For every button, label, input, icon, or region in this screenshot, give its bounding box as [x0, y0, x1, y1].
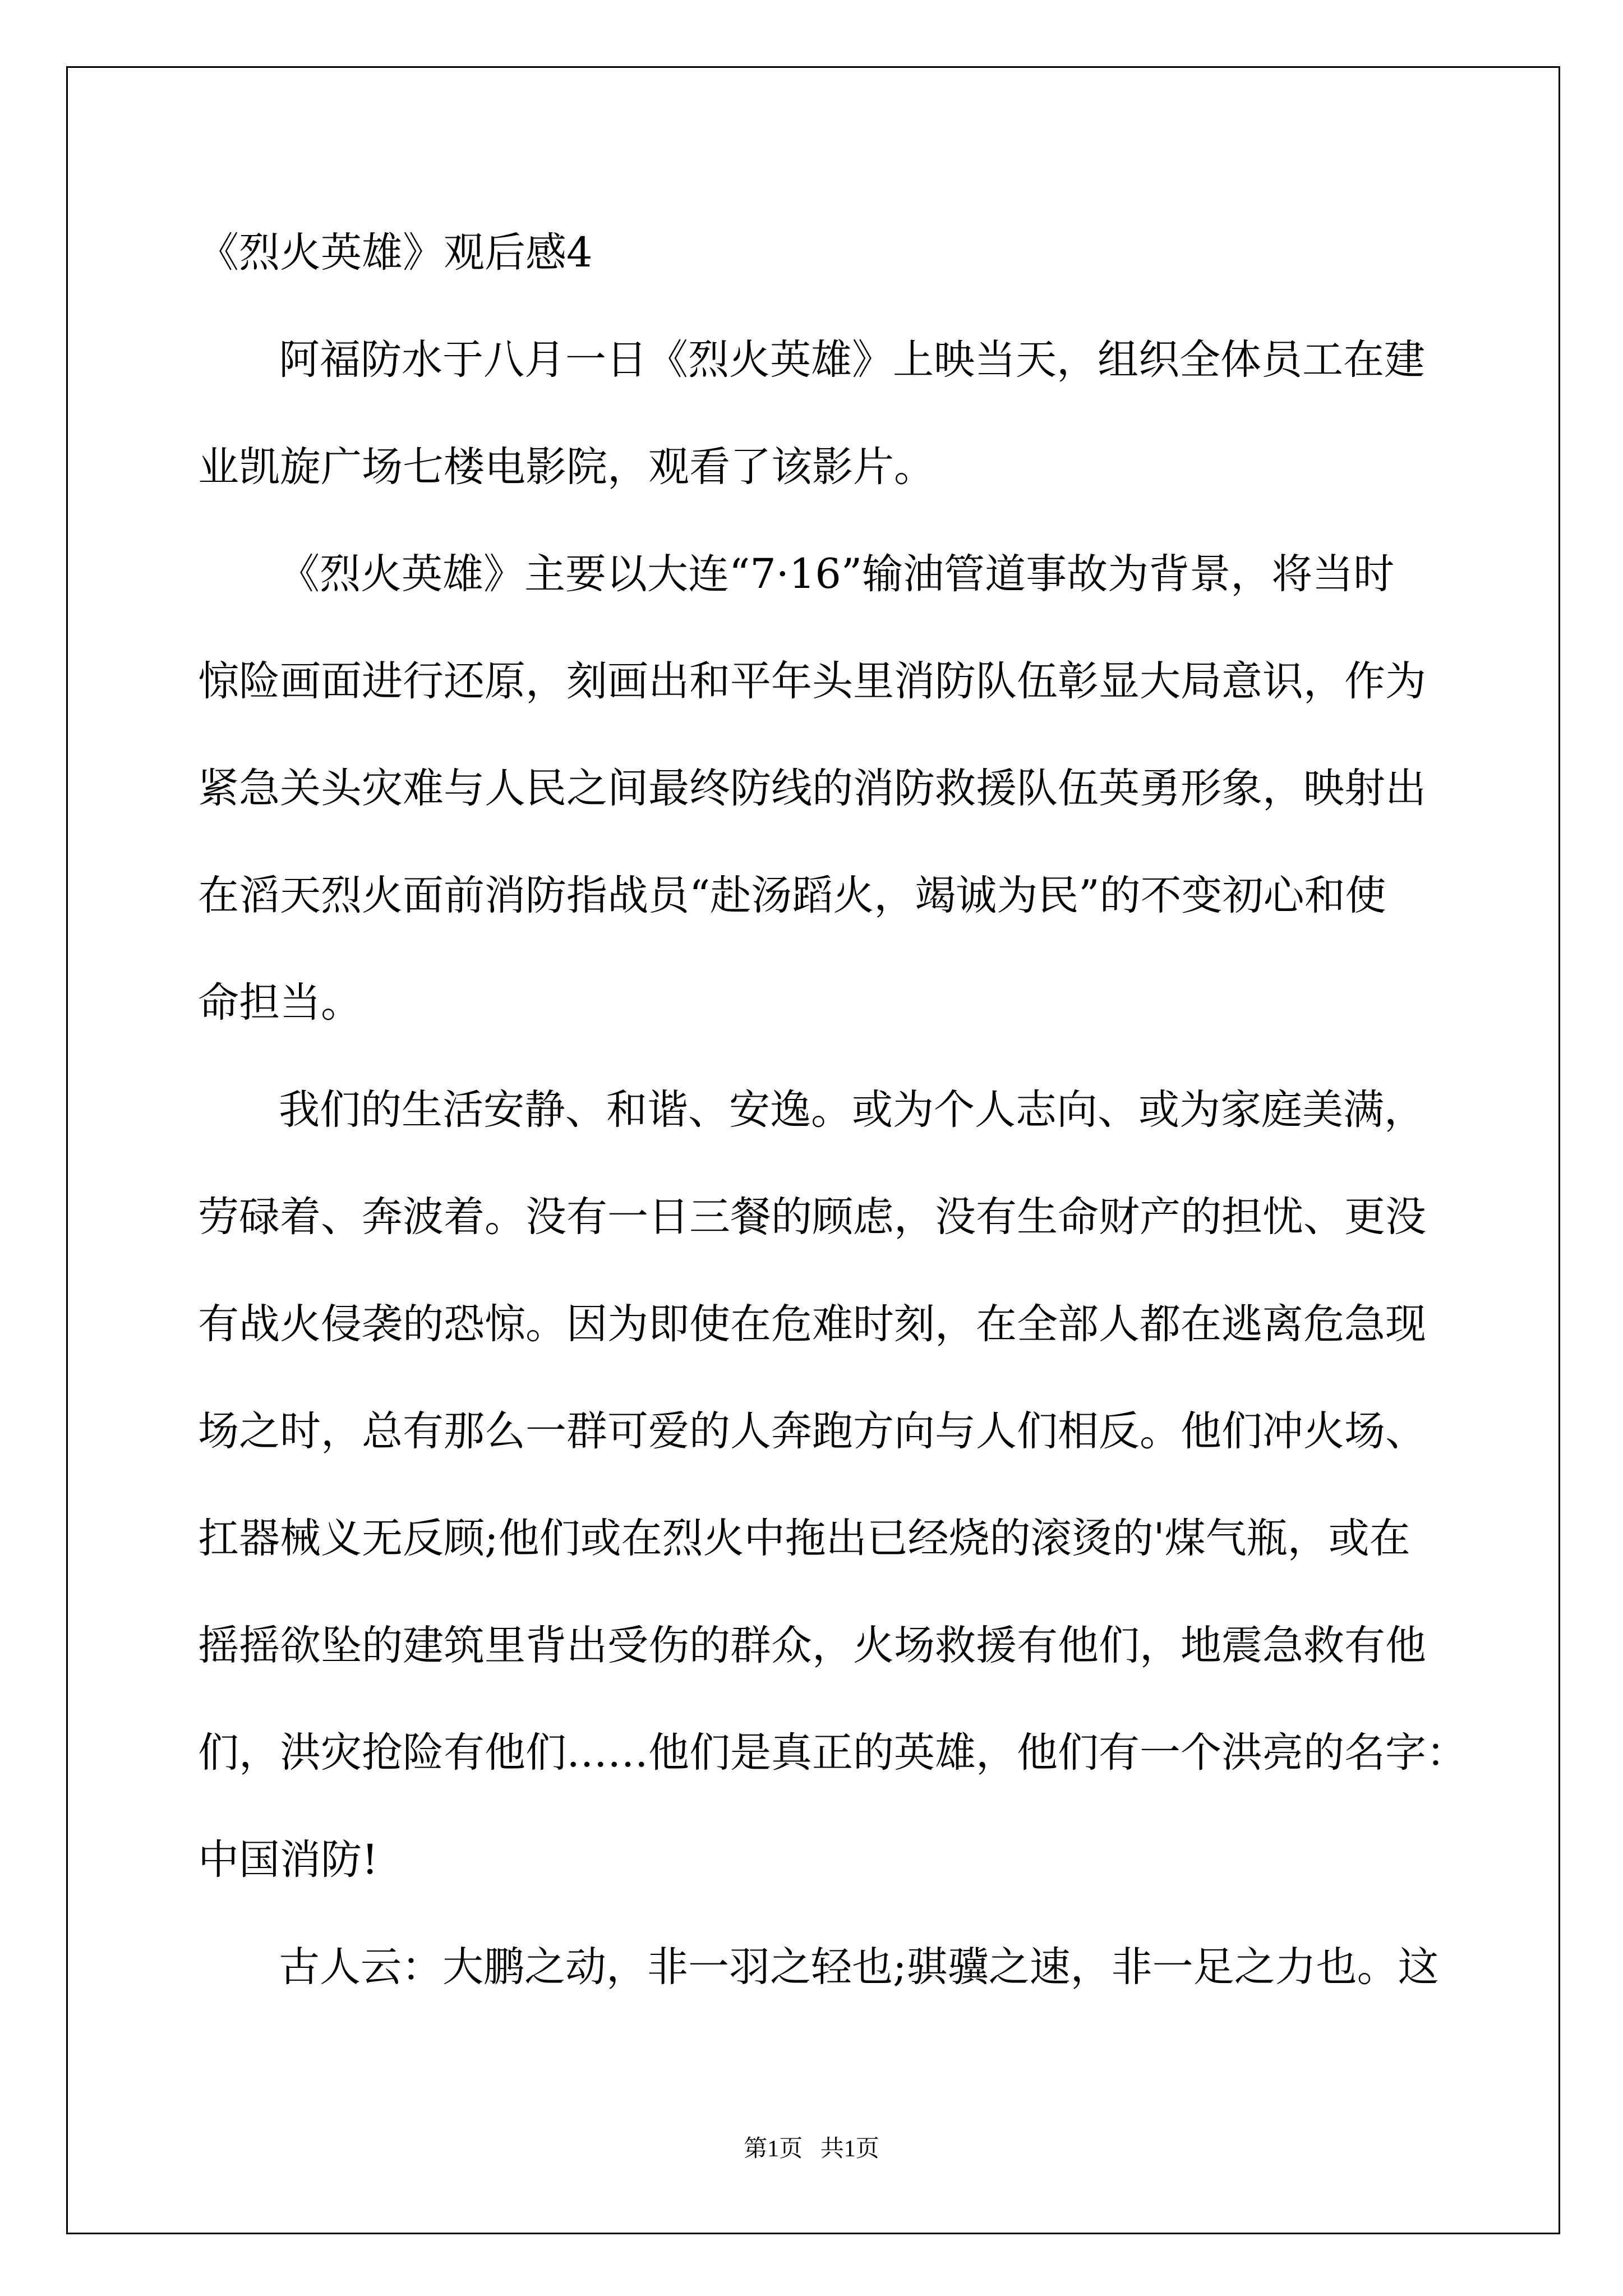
paragraph-line: 有战火侵袭的恐惊。因为即使在危难时刻，在全部人都在逃离危急现	[198, 1300, 1426, 1348]
document-title: 《烈火英雄》观后感4	[198, 229, 593, 277]
document-body	[198, 199, 1505, 2021]
paragraph-line: 命担当。	[198, 979, 362, 1027]
paragraph-line: 在滔天烈火面前消防指战员“赴汤蹈火，竭诚为民”的不变初心和使	[198, 872, 1386, 919]
paragraph-line: 阿福防水于八月一日《烈火英雄》上映当天，组织全体员工在建	[279, 336, 1425, 384]
paragraph-line: 《烈火英雄》主要以大连“7·16”输油管道事故为背景，将当时	[279, 550, 1395, 598]
paragraph-line: 摇摇欲坠的建筑里背出受伤的群众，火场救援有他们，地震急救有他	[198, 1622, 1426, 1669]
paragraph-line: 扛器械义无反顾;他们或在烈火中拖出已经烧的滚烫的'煤气瓶，或在	[198, 1515, 1410, 1562]
page-footer: 第1页 共1页	[744, 2136, 879, 2162]
paragraph-line: 们，洪灾抢险有他们……他们是真正的英雄，他们有一个洪亮的名字：	[198, 1729, 1467, 1777]
paragraph-line: 紧急关头灾难与人民之间最终防线的消防救援队伍英勇形象，映射出	[198, 765, 1426, 812]
paragraph-line: 我们的生活安静、和谐、安逸。或为个人志向、或为家庭美满，	[279, 1086, 1425, 1134]
paragraph-line: 场之时，总有那么一群可爱的人奔跑方向与人们相反。他们冲火场、	[198, 1407, 1426, 1455]
paragraph	[198, 521, 1505, 1056]
paragraph	[198, 306, 1505, 521]
paragraph	[198, 1913, 1505, 2021]
paragraph-line: 古人云：大鹏之动，非一羽之轻也;骐骥之速，非一足之力也。这	[279, 1943, 1439, 1991]
paragraph-line: 中国消防!	[198, 1836, 379, 1884]
paragraph	[198, 1056, 1505, 1913]
paragraph-line: 劳碌着、奔波着。没有一日三餐的顾虑，没有生命财产的担忧、更没	[198, 1193, 1426, 1241]
paragraph-line: 业凯旋广场七楼电影院，观看了该影片。	[198, 443, 935, 491]
paragraph-line: 惊险画面进行还原，刻画出和平年头里消防队伍彰显大局意识，作为	[198, 657, 1426, 705]
